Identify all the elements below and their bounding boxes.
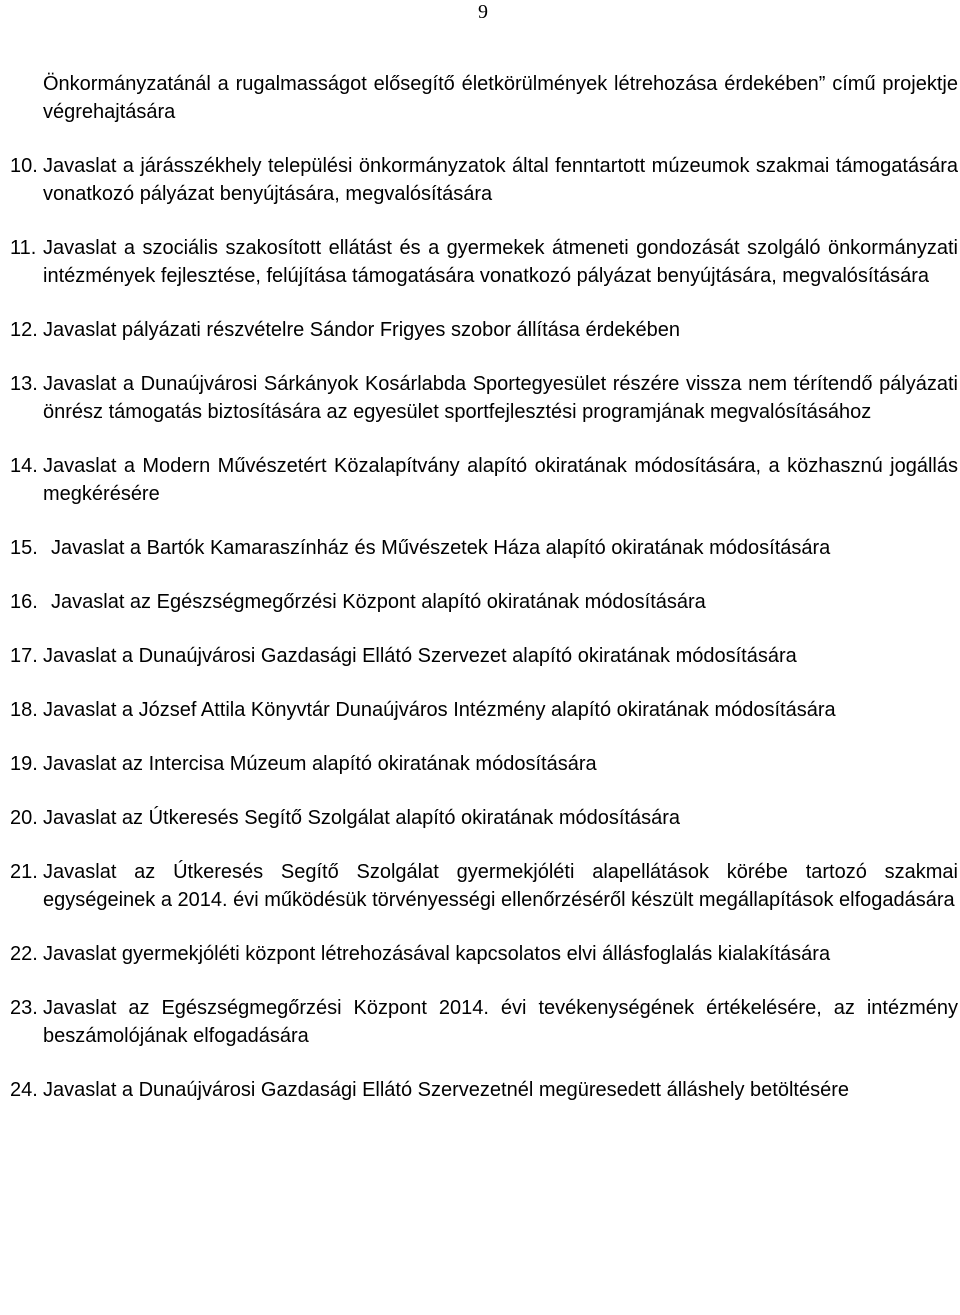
agenda-item	[10, 152, 958, 208]
agenda-item	[10, 696, 958, 724]
agenda-item-number: 12.	[10, 319, 38, 341]
agenda-item-text: Javaslat a Modern Művészetért Közalapítvány alapító okiratának módosítására, a közhasznú jogállás megkérésére	[43, 455, 958, 505]
agenda-item-number: 16.	[10, 591, 38, 613]
agenda-item	[10, 940, 958, 968]
agenda-item	[10, 316, 958, 344]
agenda-item-number: 10.	[10, 155, 38, 177]
agenda-item-text: Javaslat az Intercisa Múzeum alapító okiratának módosítására	[43, 753, 597, 775]
agenda-item-text: Javaslat az Útkeresés Segítő Szolgálat alapító okiratának módosítására	[43, 807, 681, 829]
agenda-item	[10, 994, 958, 1050]
agenda-item-number: 14.	[10, 455, 38, 477]
agenda-item	[10, 750, 958, 778]
agenda-item	[10, 370, 958, 426]
agenda-item-number: 15.	[10, 537, 38, 559]
agenda-list	[10, 70, 958, 1130]
agenda-item-text: Javaslat pályázati részvételre Sándor Frigyes szobor állítása érdekében	[43, 319, 680, 341]
agenda-item	[10, 588, 958, 616]
agenda-item-number: 21.	[10, 861, 38, 883]
agenda-item-text: Javaslat gyermekjóléti központ létrehozásával kapcsolatos elvi állásfoglalás kialakítására	[43, 943, 831, 965]
agenda-item-number: 19.	[10, 753, 38, 775]
agenda-item	[10, 804, 958, 832]
agenda-item-text: Javaslat a József Attila Könyvtár Dunaújváros Intézmény alapító okiratának módosítására	[43, 699, 836, 721]
agenda-item-number: 23.	[10, 997, 38, 1019]
agenda-item-text: Önkormányzatánál a rugalmasságot elősegítő életkörülmények létrehozása érdekében” című projektje végrehajtására	[43, 73, 958, 123]
agenda-item	[10, 234, 958, 290]
agenda-item	[10, 70, 958, 126]
agenda-item	[10, 452, 958, 508]
page-number: 9	[478, 1, 488, 23]
agenda-item	[10, 642, 958, 670]
agenda-item-number: 11.	[10, 237, 37, 259]
agenda-item-text: Javaslat a Dunaújvárosi Sárkányok Kosárlabda Sportegyesület részére vissza nem térítendő pályázati önrész támogatás biztosítására az egyesület sportfejlesztési programjának megvalósításához	[43, 373, 958, 423]
agenda-item	[10, 534, 958, 562]
agenda-item-number: 22.	[10, 943, 38, 965]
agenda-item-text: Javaslat a Dunaújvárosi Gazdasági Ellátó Szervezetnél megüresedett álláshely betöltésére	[43, 1079, 850, 1101]
agenda-item-number: 17.	[10, 645, 38, 667]
agenda-item-text: Javaslat a járásszékhely települési önkormányzatok által fenntartott múzeumok szakmai támogatására vonatkozó pályázat benyújtására, megvalósítására	[43, 155, 958, 205]
agenda-item-text: Javaslat a szociális szakosított ellátást és a gyermekek átmeneti gondozását szolgáló önkormányzati intézmények fejlesztése, felújítása támogatására vonatkozó pályázat benyújtására, megvalósítására	[43, 237, 958, 287]
agenda-item-text: Javaslat az Egészségmegőrzési Központ alapító okiratának módosítására	[51, 591, 706, 613]
agenda-item-number	[10, 70, 43, 126]
agenda-item	[10, 1076, 958, 1104]
agenda-item-text: Javaslat a Dunaújvárosi Gazdasági Ellátó Szervezet alapító okiratának módosítására	[43, 645, 797, 667]
agenda-item-text: Javaslat az Egészségmegőrzési Központ 2014. évi tevékenységének értékelésére, az intézmény beszámolójának elfogadására	[43, 997, 958, 1047]
agenda-item-number: 24.	[10, 1079, 38, 1101]
agenda-item-text: Javaslat az Útkeresés Segítő Szolgálat gyermekjóléti alapellátások körébe tartozó szakmai egységeinek a 2014. évi működésük törvényességi ellenőrzéséről készült megállapítások elfogadására	[43, 861, 958, 911]
agenda-item-number: 13.	[10, 373, 38, 395]
agenda-item-number: 18.	[10, 699, 38, 721]
agenda-item	[10, 858, 958, 914]
agenda-item-text: Javaslat a Bartók Kamaraszínház és Művészetek Háza alapító okiratának módosítására	[51, 537, 831, 559]
agenda-item-number: 20.	[10, 807, 38, 829]
